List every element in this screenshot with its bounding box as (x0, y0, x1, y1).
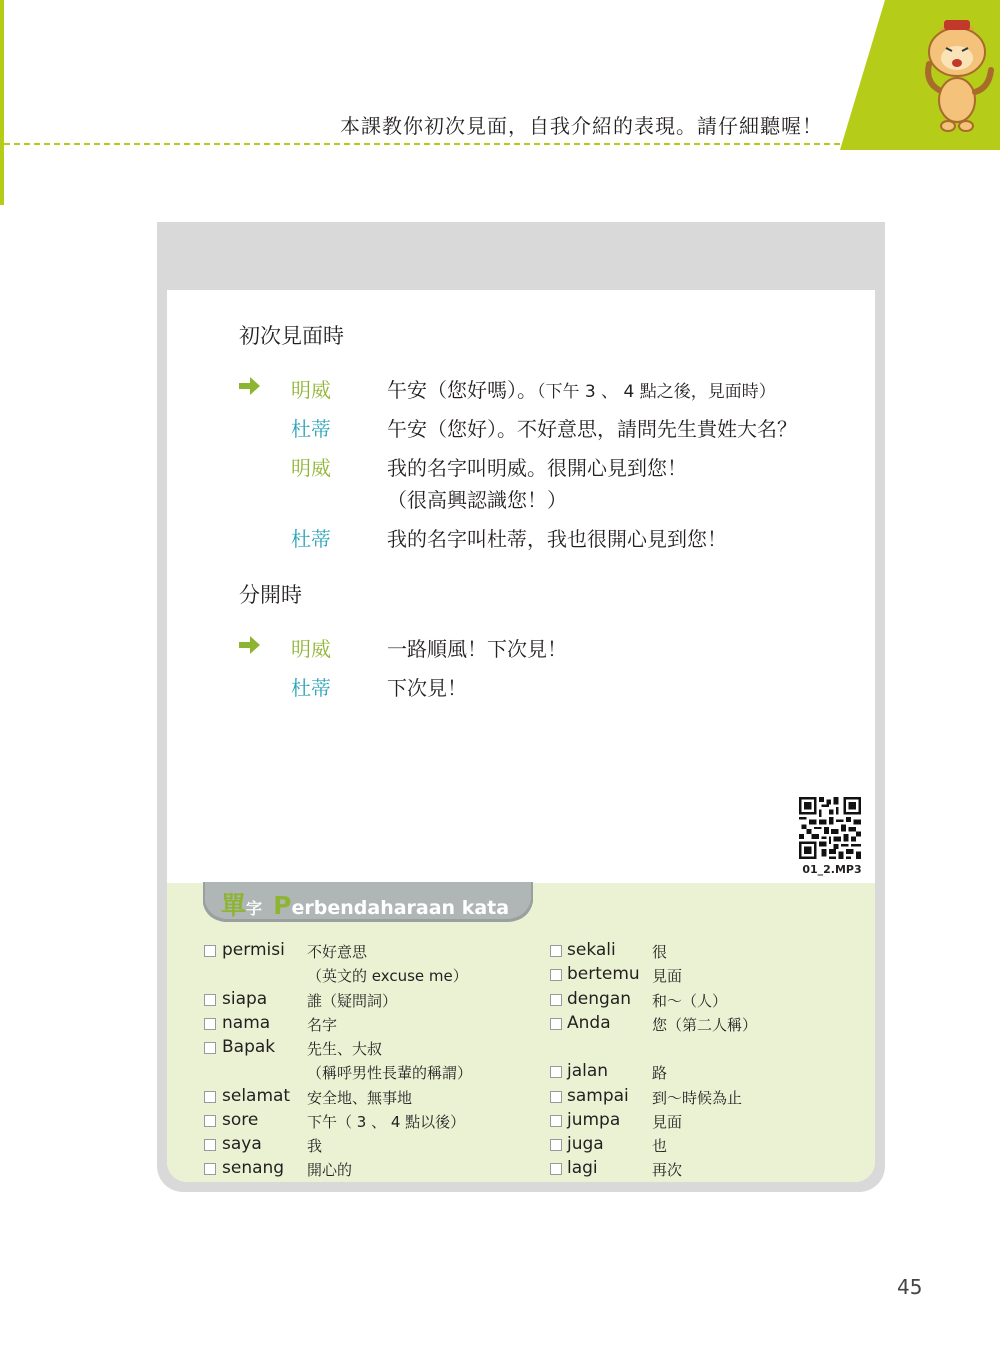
vocab-meaning-note: （英文的 excuse me） (307, 967, 468, 985)
dialog-line: 午安（您好）。不好意思，請問先生貴姓大名？ (387, 417, 797, 441)
vocab-word: juga (567, 1134, 604, 1154)
qr-code-icon[interactable] (799, 797, 861, 859)
speaker-name: 明威 (291, 456, 331, 480)
vocab-word: nama (222, 1013, 271, 1033)
vocab-word: dengan (567, 989, 632, 1009)
vocab-meaning: 見面 (652, 1113, 683, 1131)
vocab-meaning: 到～時候為止 (652, 1089, 743, 1107)
vocab-meaning: 和～（人） (652, 992, 728, 1010)
vocab-checkbox[interactable] (550, 994, 562, 1006)
vocab-checkbox[interactable] (550, 1066, 562, 1078)
arrow-right-icon (239, 635, 261, 655)
vocab-meaning: 也 (652, 1137, 668, 1155)
dialog-note: （下午 3 、 4 點之後，見面時） (537, 382, 776, 402)
vocab-checkbox[interactable] (204, 994, 216, 1006)
vocab-checkbox[interactable] (550, 1115, 562, 1127)
lesson-intro: 本課教你初次見面，自我介紹的表現。請仔細聽喔！ (340, 114, 823, 138)
dialog1-title: 初次見面時 (239, 324, 344, 348)
page-number: 45 (897, 1275, 923, 1299)
vocab-checkbox[interactable] (204, 945, 216, 957)
dialog-text: 午安（您好嗎）。 (387, 378, 537, 402)
dialog-line: 一路順風！下次見！ (387, 637, 567, 661)
dialog-card-body (167, 290, 875, 1182)
accent-bar (0, 0, 4, 205)
vocab-checkbox[interactable] (204, 1115, 216, 1127)
vocab-word: permisi (222, 940, 285, 960)
dialog-line (387, 374, 776, 403)
vocab-meaning: 先生、大叔 (307, 1040, 383, 1058)
vocab-meaning: 我 (307, 1137, 323, 1155)
arrow-right-icon (239, 376, 261, 396)
vocab-word: lagi (567, 1158, 598, 1178)
vocab-checkbox[interactable] (550, 1091, 562, 1103)
speaker-name: 杜蒂 (291, 417, 331, 441)
monkey-mascot-icon (840, 0, 1000, 150)
vocab-word: sekali (567, 940, 616, 960)
vocab-meaning: 安全地、無事地 (307, 1089, 413, 1107)
dialog-card (157, 222, 885, 1192)
dialog-line-continued: （很高興認識您！） (387, 488, 567, 512)
vocab-checkbox[interactable] (204, 1018, 216, 1030)
vocab-meaning: 很 (652, 943, 668, 961)
vocab-meaning: 您（第二人稱） (652, 1016, 758, 1034)
vocab-meaning: 見面 (652, 967, 683, 985)
vocab-word: sore (222, 1110, 259, 1130)
vocab-word: Anda (567, 1013, 611, 1033)
vocab-checkbox[interactable] (550, 1163, 562, 1175)
vocab-word: jumpa (567, 1110, 621, 1130)
audio-track-label: 01_2.MP3 (802, 863, 862, 876)
speaker-name: 杜蒂 (291, 527, 331, 551)
vocab-checkbox[interactable] (204, 1091, 216, 1103)
vocab-word: jalan (567, 1061, 609, 1081)
vocab-checkbox[interactable] (550, 945, 562, 957)
vocab-checkbox[interactable] (550, 969, 562, 981)
dialog-line: 我的名字叫杜蒂，我也很開心見到您！ (387, 527, 727, 551)
vocab-word: bertemu (567, 964, 640, 984)
vocab-checkbox[interactable] (204, 1163, 216, 1175)
vocab-word: sampai (567, 1086, 629, 1106)
vocabulary-title: 單字 Perbendaharaan kata (221, 891, 510, 920)
vocab-meaning: 開心的 (307, 1161, 353, 1179)
vocab-meaning: 路 (652, 1064, 668, 1082)
vocab-meaning: 名字 (307, 1016, 338, 1034)
vocab-meaning-note: （稱呼男性長輩的稱謂） (307, 1064, 473, 1082)
dialog2-title: 分開時 (239, 583, 302, 607)
vocab-meaning: 再次 (652, 1161, 683, 1179)
speaker-name: 杜蒂 (291, 676, 331, 700)
vocab-meaning: 不好意思 (307, 943, 368, 961)
vocab-checkbox[interactable] (204, 1139, 216, 1151)
dialog-line: 下次見！ (387, 676, 467, 700)
speaker-name: 明威 (291, 637, 331, 661)
speaker-name: 明威 (291, 378, 331, 402)
dialog-line: 我的名字叫明威。很開心見到您！ (387, 456, 687, 480)
vocab-word: senang (222, 1158, 285, 1178)
vocab-word: saya (222, 1134, 262, 1154)
vocab-checkbox[interactable] (204, 1042, 216, 1054)
vocab-meaning: 下午（ 3 、 4 點以後） (307, 1113, 466, 1131)
vocab-word: siapa (222, 989, 268, 1009)
vocabulary-panel (167, 883, 875, 1182)
vocab-word: Bapak (222, 1037, 276, 1057)
vocab-word: selamat (222, 1086, 291, 1106)
vocab-checkbox[interactable] (550, 1139, 562, 1151)
vocab-checkbox[interactable] (550, 1018, 562, 1030)
vocab-meaning: 誰（疑問詞） (307, 992, 398, 1010)
dashed-divider (4, 143, 850, 145)
